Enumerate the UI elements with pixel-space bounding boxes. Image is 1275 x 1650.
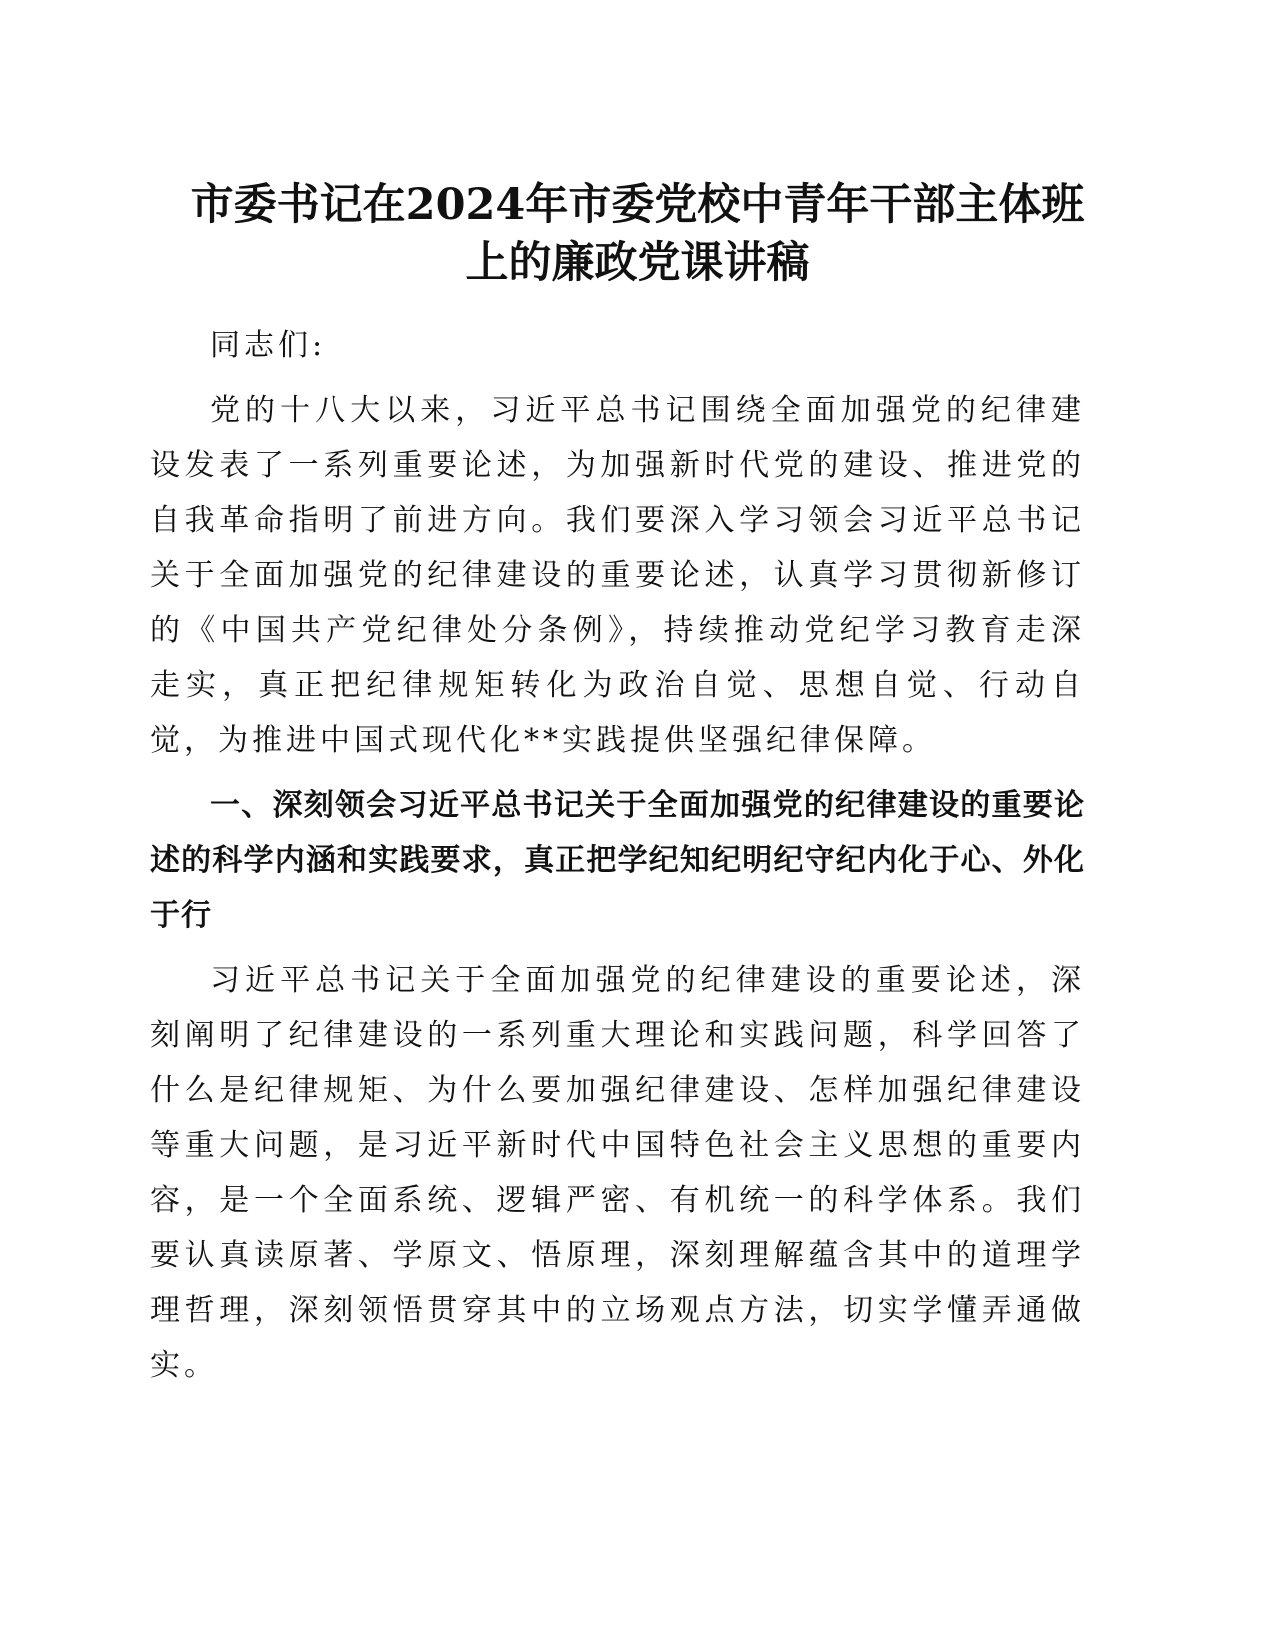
document-title [150,176,1125,292]
title-line-1: 市委书记在2024年市委党校中青年干部主体班 [190,180,1085,230]
section-heading-1: 一、深刻领会习近平总书记关于全面加强党的纪律建设的重要论述的科学内涵和实践要求，真正把学纪知纪明纪守纪内化于心、外化于行 [150,788,1085,933]
salutation: 同志们: [210,328,327,363]
paragraph-section-1: 习近平总书记关于全面加强党的纪律建设的重要论述，深刻阐明了纪律建设的一系列重大理论和实践问题，科学回答了什么是纪律规矩、为什么要加强纪律建设、怎样加强纪律建设等重大问题，是习近平新时代中国特色社会主义思想的重要内容，是一个全面系统、逻辑严密、有机统一的科学体系。我们要认真读原著、学原文、悟原理，深刻理解蕴含其中的道理学理哲理，深刻领悟贯穿其中的立场观点方法，切实学懂弄通做实。 [150,963,1085,1383]
title-line-2: 上的廉政党课讲稿 [465,238,810,288]
paragraph-intro: 党的十八大以来，习近平总书记围绕全面加强党的纪律建设发表了一系列重要论述，为加强新时代党的建设、推进党的自我革命指明了前进方向。我们要深入学习领会习近平总书记关于全面加强党的纪律建设的重要论述，认真学习贯彻新修订的《中国共产党纪律处分条例》，持续推动党纪学习教育走深走实，真正把纪律规矩转化为政治自觉、思想自觉、行动自觉，为推进中国式现代化**实践提供坚强纪律保障。 [150,393,1085,758]
document-body [150,318,1085,1403]
